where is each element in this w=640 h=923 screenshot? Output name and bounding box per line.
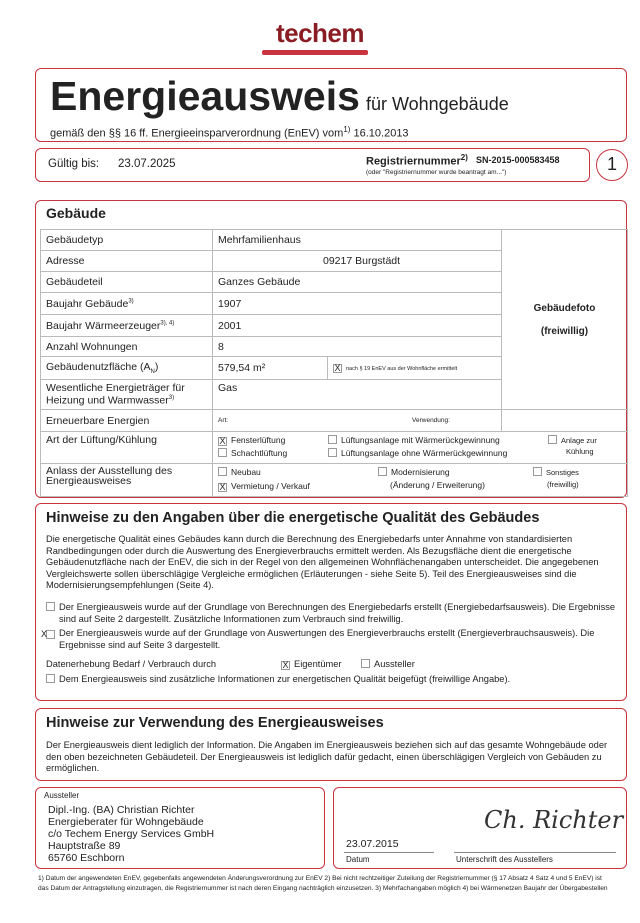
issuer-address — [48, 804, 214, 864]
option-label-2: (freiwillig) — [547, 480, 579, 489]
date-line — [344, 852, 434, 853]
notes-section — [35, 503, 627, 701]
data-collection-row — [46, 659, 618, 671]
checkbox[interactable] — [46, 674, 55, 683]
checkbox[interactable] — [328, 448, 337, 457]
issuer-line: c/o Techem Energy Services GmbH — [48, 828, 215, 840]
registration-number: SN-2015-000583458 — [476, 155, 560, 165]
subtitle-text: gemäß den §§ 16 ff. Energieeinsparverordnung (EnEV) vom — [50, 127, 344, 140]
photo-note: (freiwillig) — [540, 325, 589, 337]
option-label: Vermietung / Verkauf — [231, 481, 310, 491]
option-label: Schachtlüftung — [231, 448, 288, 458]
data-collection-label: Datenerhebung Bedarf / Verbrauch durch — [46, 659, 217, 669]
vent-shaft[interactable] — [218, 448, 287, 458]
usage-section — [35, 708, 627, 781]
date-label: Datum — [346, 855, 370, 864]
label-text: Wesentliche Energieträger für Heizung und Warmwasser — [46, 382, 185, 407]
footnotes: 1) Datum der angewendeten EnEV, gegebenfalls angewendeten Änderungsverordnung zur EnEV 2) Bei nicht rechtzeitiger Zuteilung der Registriernummer (§ 17 Absatz 4 Satz 4 und 5 EnEV) ist das Datum der Antragstellung einzutragen, die Registriernummer ist nach deren Eingang nachträglich einzusetzen. 3) Mehrfachangaben möglich 4) bei Wärmenetzen Baujahr der Übergabestellen — [38, 875, 608, 892]
row-value: Mehrfamilienhaus — [213, 230, 502, 251]
row-label — [41, 315, 213, 337]
reg-note: (oder "Registriernummer wurde beantragt am...") — [366, 169, 507, 176]
page-number: 1 — [596, 149, 628, 181]
option-label: Lüftungsanlage mit Wärmerückgewinnung — [341, 435, 500, 445]
issuer-line: Hauptstraße 89 — [48, 840, 121, 852]
occasion-new[interactable] — [218, 467, 261, 477]
valid-until-label: Gültig bis: — [48, 158, 100, 170]
option-label: Aussteller — [374, 659, 415, 669]
checkbox[interactable]: X — [282, 660, 289, 670]
signature-line — [454, 852, 616, 853]
building-title: Gebäude — [46, 205, 106, 221]
building-table — [40, 229, 628, 497]
subtitle-sup: 1) — [343, 125, 351, 134]
option-label: Lüftungsanlage ohne Wärmerückgewinnung — [341, 448, 508, 458]
issuer-line: Dipl.-Ing. (BA) Christian Richter — [48, 804, 195, 816]
label-text: Baujahr Wärmeerzeuger — [46, 319, 161, 332]
valid-until-date: 23.07.2025 — [118, 158, 176, 170]
building-photo — [502, 230, 628, 410]
checkbox[interactable] — [548, 435, 557, 444]
notes-option-demand — [46, 602, 618, 625]
usage-text: Der Energieausweis dient lediglich der Information. Die Angaben im Energieausweis beziehen sich auf das gesamte Wohngebäude oder den oben bezeichneten Gebäudeteil. Der Energieausweis ist lediglich dafür gedacht, einen überschlägigen Vergleich von Gebäuden zu ermöglichen. — [46, 740, 608, 774]
header-box — [35, 68, 627, 142]
table-row — [41, 410, 628, 432]
option-label-2: Kühlung — [566, 447, 594, 456]
occasion-rent-sale[interactable] — [218, 481, 310, 492]
validity-box — [35, 148, 590, 182]
extra-info-option — [46, 674, 618, 686]
checkbox[interactable] — [361, 659, 370, 668]
occasion-other[interactable] — [533, 467, 579, 489]
subtitle — [50, 125, 409, 140]
issuer-option[interactable] — [361, 659, 415, 671]
occasion-modernization[interactable] — [378, 467, 485, 490]
row-value: 1907 — [213, 293, 502, 315]
checkbox[interactable]: X — [46, 630, 55, 639]
reg-label — [366, 153, 468, 168]
area-note — [328, 357, 502, 380]
usage-title: Hinweise zur Verwendung des Energieausweises — [46, 715, 384, 731]
reg-sup: 2) — [460, 153, 468, 162]
techem-logo: techem — [275, 18, 365, 48]
option-label: Anlage zur — [561, 436, 597, 445]
title-suffix: für Wohngebäude — [365, 94, 509, 114]
issue-date: 23.07.2015 — [346, 838, 399, 850]
option-text: Der Energieausweis wurde auf der Grundlage von Auswertungen des Energieverbrauchs erstellt (Energieverbrauchsausweis). Die Ergebnisse sind auf Seite 3 dargestellt. — [59, 628, 595, 650]
table-row — [41, 464, 628, 497]
row-label — [41, 293, 213, 315]
checkbox[interactable]: X — [219, 436, 226, 446]
label-sup: 3) — [168, 395, 175, 402]
row-value: Ganzes Gebäude — [213, 272, 502, 293]
row-value: 8 — [213, 337, 502, 357]
row-label: Gebäudeteil — [41, 272, 213, 293]
ventilation-options — [213, 432, 628, 464]
row-value: Gas — [213, 380, 502, 410]
vent-cooling[interactable] — [548, 435, 597, 456]
issuer-label: Aussteller — [44, 791, 80, 800]
option-label: Fensterlüftung — [231, 435, 286, 445]
vent-with-recovery[interactable] — [328, 435, 500, 445]
title-text: Energieausweis — [50, 73, 360, 119]
signature-box — [333, 787, 627, 869]
occasion-options — [213, 464, 628, 497]
owner-option[interactable] — [281, 659, 342, 671]
checkbox[interactable] — [46, 602, 55, 611]
photo-label: Gebäudefoto — [533, 302, 596, 314]
issuer-line: 65760 Eschborn — [48, 852, 125, 864]
option-text: Der Energieausweis wurde auf der Grundlage von Berechnungen des Energiebedarfs erstellt (Energiebedarfsausweis). Die Ergebnisse sind auf Seite 2 dargestellt. Zusätzliche Informationen zum Verbrauch sind freiwillig. — [59, 602, 616, 624]
label-sup: 3), 4) — [160, 320, 175, 326]
renewable-art: Art: — [213, 410, 502, 432]
issuer-box — [35, 787, 325, 869]
label-sup: 3) — [128, 298, 134, 304]
option-label-2: (Änderung / Erweiterung) — [390, 480, 485, 490]
vent-window[interactable] — [218, 435, 285, 446]
table-row — [41, 230, 628, 251]
area-note-checkbox[interactable]: X — [334, 362, 341, 373]
notes-intro: Die energetische Qualität eines Gebäudes kann durch die Berechnung des Energiebedarfs unter Annahme von standardisierten Randbedingungen oder durch die Auswertung des Energieverbrauchs ermittelt werden. Als Bezugsfläche dient die energetische Gebäudenutzfläche nach der EnEV, die sich in der Regel von den allgemeinen Wohnflächenangaben unterscheidet. Die angegebenen Vergleichswerte sollen überschlägige Vergleiche ermöglichen (Erläuterungen - siehe Seite 5). Teil des Energieausweises sind die Modernisierungsempfehlungen (Seite 4). — [46, 534, 599, 591]
row-label — [41, 357, 213, 380]
option-label: Sonstiges — [546, 468, 579, 477]
checkbox[interactable] — [378, 467, 387, 476]
renewable-use: Verwendung: — [407, 410, 533, 432]
area-note-text: nach § 19 EnEV aus der Wohnfläche ermittelt — [346, 365, 458, 372]
label-text: Baujahr Gebäude — [46, 297, 129, 310]
row-value: 2001 — [213, 315, 502, 337]
checkbox[interactable] — [218, 467, 227, 476]
checkbox[interactable] — [328, 435, 337, 444]
building-section — [35, 200, 627, 498]
table-row — [41, 432, 628, 464]
floor-area-value: 579,54 m² — [213, 357, 328, 380]
label-end: ) — [154, 360, 159, 373]
row-label: Adresse — [41, 251, 213, 272]
row-label: Anzahl Wohnungen — [41, 337, 213, 357]
row-label: Gebäudetyp — [41, 230, 213, 251]
logo-underline — [262, 50, 368, 55]
enev-date: 16.10.2013 — [353, 127, 409, 140]
option-label: Modernisierung — [391, 467, 450, 477]
checkbox[interactable] — [218, 448, 227, 457]
signature: Ch. Richter — [484, 806, 624, 834]
checkbox[interactable] — [533, 467, 542, 476]
reg-label-text: Registriernummer — [366, 155, 461, 168]
signature-label: Unterschrift des Ausstellers — [456, 855, 553, 864]
row-label: Erneuerbare Energien — [41, 410, 213, 432]
option-text: Dem Energieausweis sind zusätzliche Informationen zur energetischen Qualität beigefügt (freiwillige Angabe). — [59, 674, 511, 684]
label-text: Gebäudenutzfläche (A — [46, 360, 151, 373]
issuer-line: Energieberater für Wohngebäude — [48, 816, 204, 828]
vent-without-recovery[interactable] — [328, 448, 507, 458]
document-title — [50, 73, 509, 120]
row-label: Art der Lüftung/Kühlung — [41, 432, 213, 464]
notes-title: Hinweise zu den Angaben über die energetische Qualität des Gebäudes — [46, 510, 540, 526]
row-label — [41, 380, 213, 410]
option-label: Eigentümer — [294, 659, 342, 669]
option-label: Neubau — [231, 467, 261, 477]
row-value: 09217 Burgstädt — [213, 251, 502, 272]
notes-option-consumption — [40, 628, 618, 651]
checkbox[interactable]: X — [219, 482, 226, 492]
row-label: Anlass der Ausstellung des Energieausweises — [41, 464, 213, 497]
label-sub: N — [150, 369, 155, 376]
